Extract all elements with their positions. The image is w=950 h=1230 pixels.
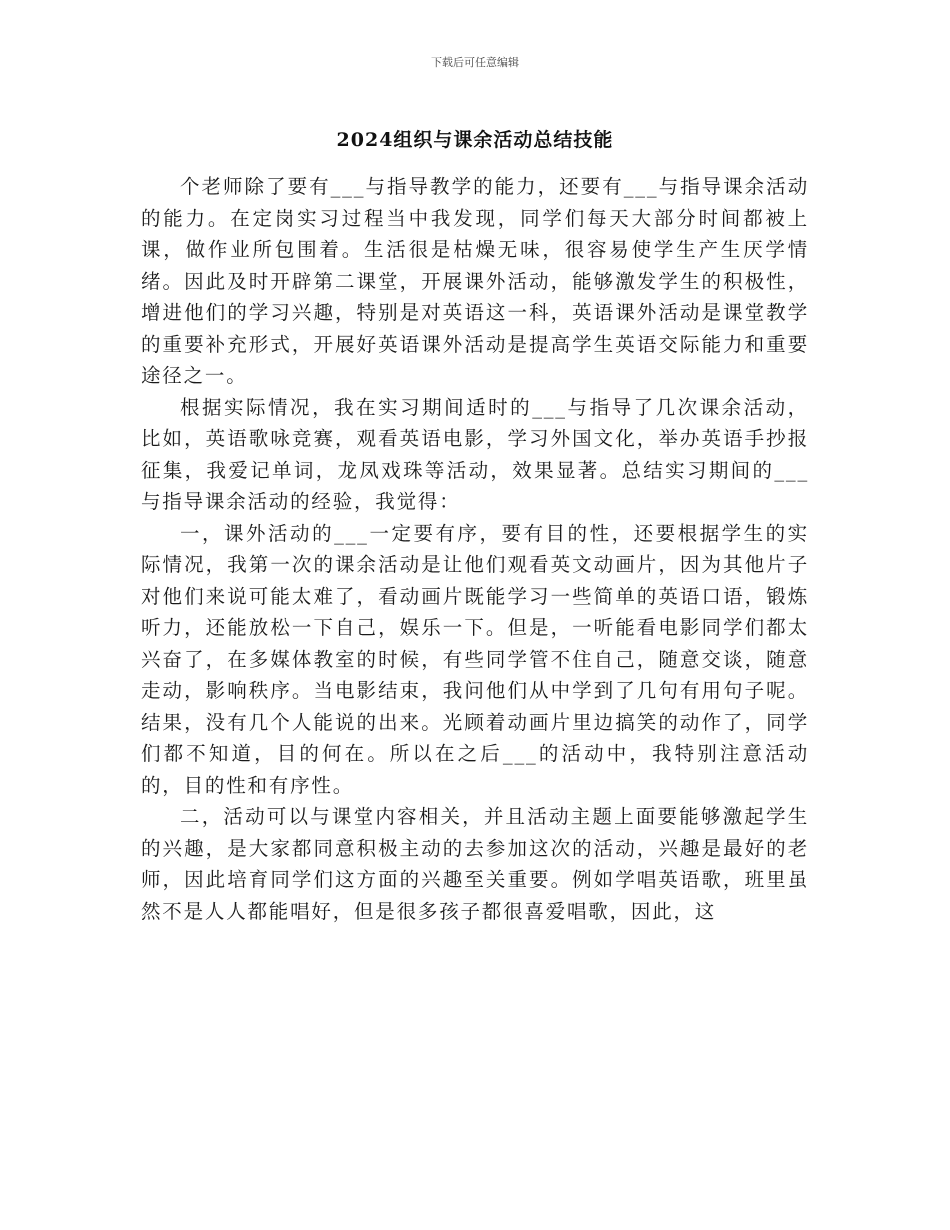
paragraph: 二，活动可以与课堂内容相关，并且活动主题上面要能够激起学生的兴趣，是大家都同意积极主动的去参加这次的活动，兴趣是最好的老师，因此培育同学们这方面的兴趣至关重要。例如学唱英语歌，班里虽然不是人人都能唱好，但是很多孩子都很喜爱唱歌，因此，这 (141, 805, 809, 923)
document-body (141, 171, 809, 927)
document-title: 2024组织与课余活动总结技能 (336, 129, 614, 151)
paragraph: 个老师除了要有___与指导教学的能力，还要有___与指导课余活动的能力。在定岗实习过程当中我发现，同学们每天大部分时间都被上课，做作业所包围着。生活很是枯燥无味，很容易使学生产生厌学情绪。因此及时开辟第二课堂，开展课外活动，能够激发学生的积极性，增进他们的学习兴趣，特别是对英语这一科，英语课外活动是课堂教学的重要补充形式，开展好英语课外活动是提高学生英语交际能力和重要途径之一。 (141, 175, 809, 387)
paragraph: 根据实际情况，我在实习期间适时的___与指导了几次课余活动，比如，英语歌咏竞赛，观看英语电影，学习外国文化，举办英语手抄报征集，我爱记单词，龙凤戏珠等活动，效果显著。总结实习期间的___与指导课余活动的经验，我觉得： (141, 395, 809, 513)
paragraph: 一，课外活动的___一定要有序，要有目的性，还要根据学生的实际情况，我第一次的课余活动是让他们观看英文动画片，因为其他片子对他们来说可能太难了，看动画片既能学习一些简单的英语口语，锻炼听力，还能放松一下自己，娱乐一下。但是，一听能看电影同学们都太兴奋了，在多媒体教室的时候，有些同学管不住自己，随意交谈，随意走动，影响秩序。当电影结束，我问他们从中学到了几句有用句子呢。结果，没有几个人能说的出来。光顾着动画片里边搞笑的动作了，同学们都不知道，目的何在。所以在之后___的活动中，我特别注意活动的，目的性和有序性。 (141, 521, 809, 797)
header-note: 下载后可任意编辑 (431, 56, 519, 69)
